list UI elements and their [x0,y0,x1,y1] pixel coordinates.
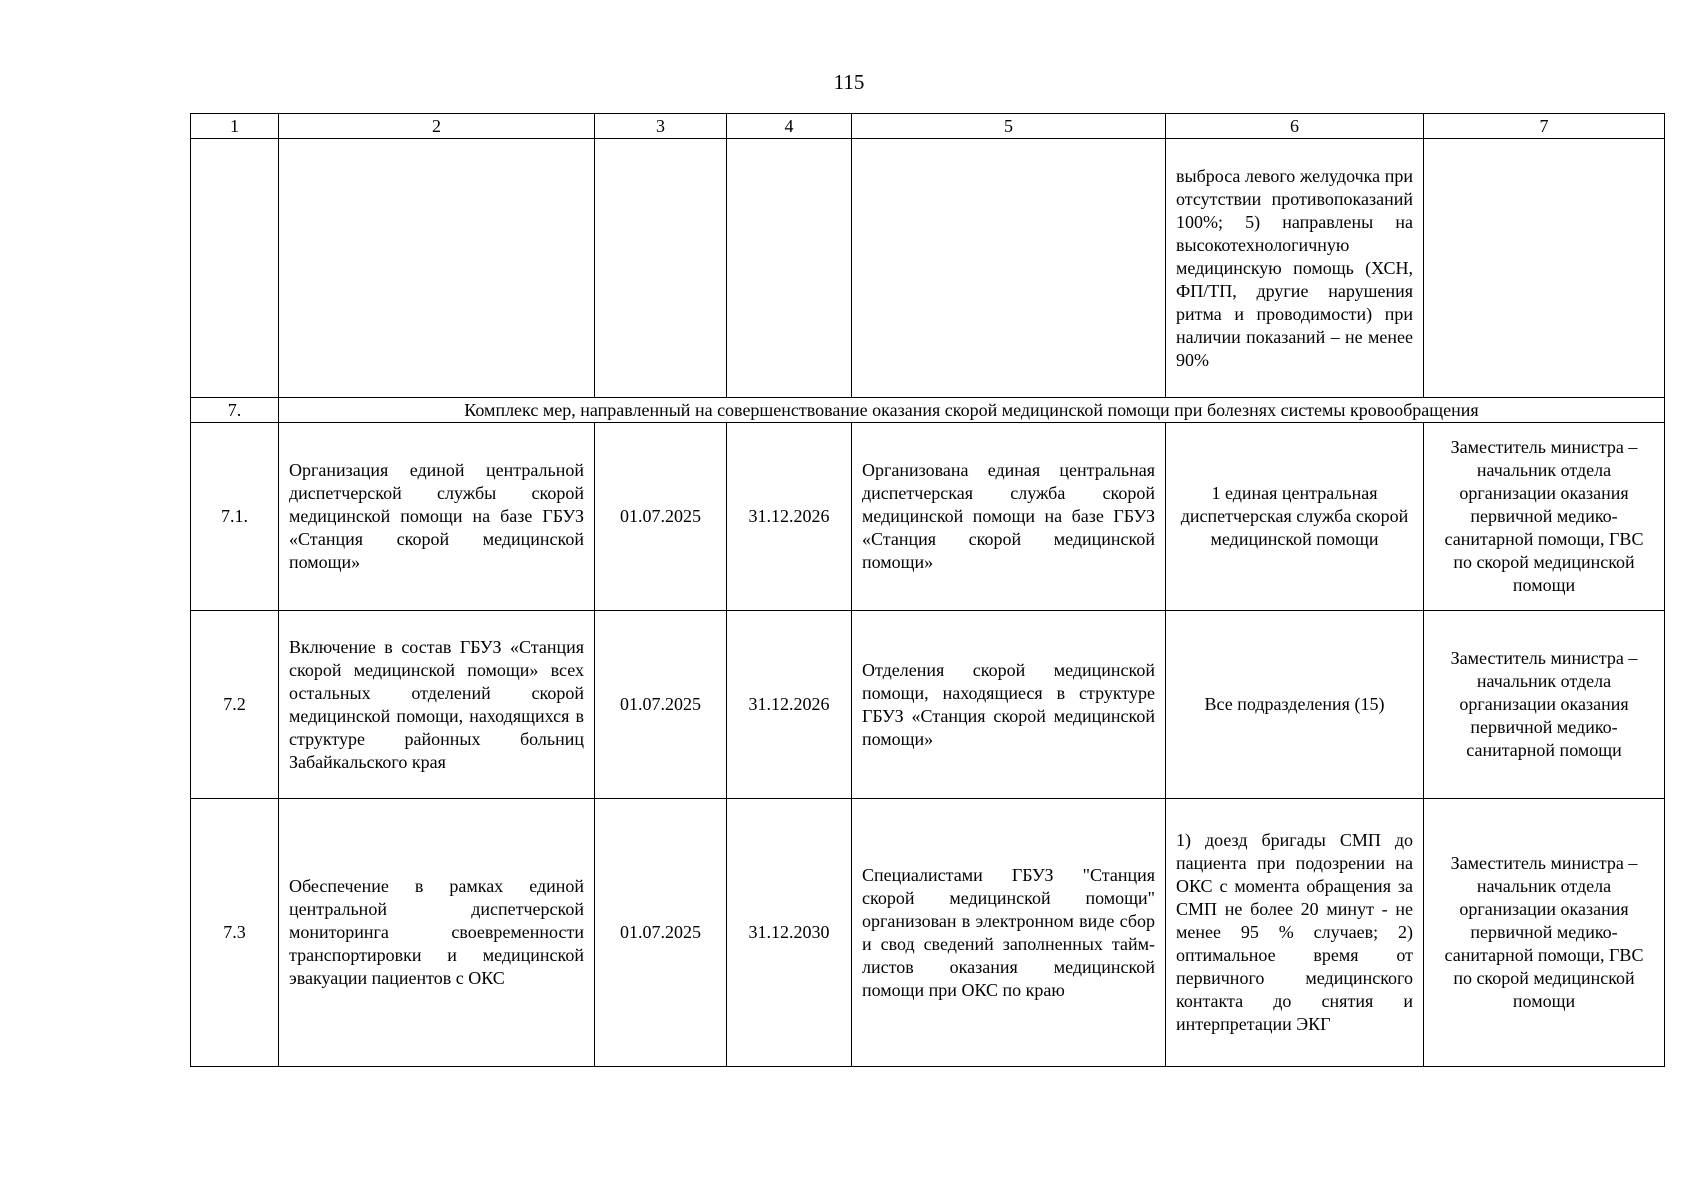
table-cell [852,139,1166,398]
section-number: 7. [191,398,279,423]
column-header: 7 [1424,114,1665,139]
page-number: 115 [833,70,865,94]
indicator-continuation: выброса левого желудочка при отсутствии противопоказаний 100%; 5) направлены на высокотехнологичную медицинскую помощь (ХСН, ФП/ТП, другие нарушения ритма и проводимости) при наличии показаний – не менее 90% [1166,139,1424,398]
column-header: 5 [852,114,1166,139]
row-number: 7.1. [191,423,279,611]
start-date: 01.07.2025 [595,423,727,611]
end-date: 31.12.2026 [727,423,852,611]
measure-cell: Обеспечение в рамках единой центральной диспетчерской мониторинга своевременности транспортировки и медицинской эвакуации пациентов с ОКС [279,799,595,1067]
column-header: 3 [595,114,727,139]
table-row [191,423,1665,611]
table-cell [595,139,727,398]
result-cell: Специалистами ГБУЗ "Станция скорой медицинской помощи" организован в электронном виде сбор и свод сведений заполненных тайм-листов оказания медицинской помощи при ОКС по краю [852,799,1166,1067]
table-cell [191,139,279,398]
row-number: 7.3 [191,799,279,1067]
column-header: 2 [279,114,595,139]
start-date: 01.07.2025 [595,799,727,1067]
measure-cell: Включение в состав ГБУЗ «Станция скорой медицинской помощи» всех остальных отделений скорой медицинской помощи, находящихся в структуре районных больниц Забайкальского края [279,611,595,799]
measure-cell: Организация единой центральной диспетчерской службы скорой медицинской помощи на базе ГБУЗ «Станция скорой медицинской помощи» [279,423,595,611]
table-row [191,799,1665,1067]
indicator-cell: Все подразделения (15) [1166,611,1424,799]
measures-table [190,113,1665,1067]
section-title: Комплекс мер, направленный на совершенствование оказания скорой медицинской помощи при болезнях системы кровообращения [279,398,1665,423]
table-row [191,611,1665,799]
column-header: 6 [1166,114,1424,139]
indicator-cell: 1) доезд бригады СМП до пациента при подозрении на ОКС с момента обращения за СМП не более 20 минут - не менее 95 % случаев; 2) оптимальное время от первичного медицинского контакта до снятия и интерпретации ЭКГ [1166,799,1424,1067]
column-header: 1 [191,114,279,139]
result-cell: Организована единая центральная диспетчерская служба скорой медицинской помощи на базе ГБУЗ «Станция скорой медицинской помощи» [852,423,1166,611]
row-number: 7.2 [191,611,279,799]
table-header-row [191,114,1665,139]
indicator-cell: 1 единая центральная диспетчерская служба скорой медицинской помощи [1166,423,1424,611]
table-cell [727,139,852,398]
end-date: 31.12.2030 [727,799,852,1067]
result-cell: Отделения скорой медицинской помощи, находящиеся в структуре ГБУЗ «Станция скорой медицинской помощи» [852,611,1166,799]
start-date: 01.07.2025 [595,611,727,799]
table-cell [1424,139,1665,398]
continuation-row [191,139,1665,398]
end-date: 31.12.2026 [727,611,852,799]
table-cell [279,139,595,398]
responsible-cell: Заместитель министра – начальник отдела организации оказания первичной медико-санитарной помощи, ГВС по скорой медицинской помощи [1424,423,1665,611]
column-header: 4 [727,114,852,139]
responsible-cell: Заместитель министра – начальник отдела организации оказания первичной медико-санитарной помощи [1424,611,1665,799]
responsible-cell: Заместитель министра – начальник отдела организации оказания первичной медико-санитарной помощи, ГВС по скорой медицинской помощи [1424,799,1665,1067]
section-row [191,398,1665,423]
